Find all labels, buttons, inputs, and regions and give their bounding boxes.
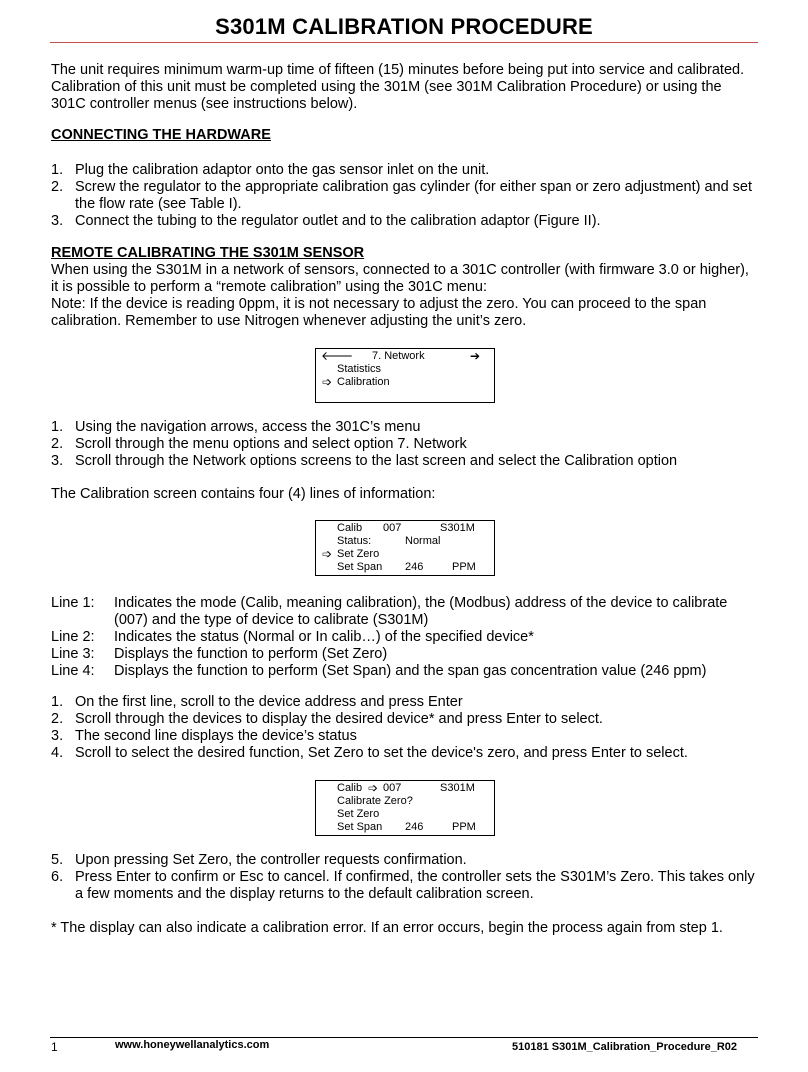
lcd-set-span: Set Span (337, 821, 383, 833)
line-text: Displays the function to perform (Set Span) and the span gas concentration value (246 ppm) (114, 663, 707, 679)
list-item (51, 629, 756, 646)
lcd-span-unit: PPM (452, 821, 476, 833)
step-number: 2. (51, 179, 64, 195)
pointer-arrow-icon: ➩ (368, 781, 379, 795)
line-text: Indicates the status (Normal or In calib…) of the specified device* (114, 629, 534, 645)
lcd-set-span: Set Span (337, 561, 383, 573)
remote-note: Note: If the device is reading 0ppm, it is not necessary to adjust the zero. You can proceed to the span calibration. Remember to use Nitrogen whenever adjusting the unit’s zero. (51, 296, 707, 329)
line-label: Line 1: (51, 595, 95, 611)
device-steps (51, 694, 756, 762)
line-text: Indicates the mode (Calib, meaning calibration), the (Modbus) address of the device to calibrate (007) and the type of device to calibrate (S301M) (114, 595, 728, 628)
list-item (51, 595, 756, 629)
lcd-mode: Calib (337, 782, 363, 794)
step-number: 3. (51, 728, 64, 744)
step-number: 2. (51, 711, 64, 727)
intro-paragraph: The unit requires minimum warm-up time of fifteen (15) minutes before being put into service and calibrated. Calibration of this unit must be completed using the 301M (see 301M Calibration Procedure) or using the 301C controller menus (see instructions below). (51, 62, 745, 112)
list-item (51, 728, 756, 745)
step-text: Scroll through the menu options and select option 7. Network (75, 436, 467, 452)
lcd-address: 007 (383, 782, 402, 794)
list-item (51, 745, 756, 762)
step-number: 6. (51, 869, 64, 885)
lcd-status-label: Status: (337, 535, 372, 547)
confirm-steps (51, 852, 756, 903)
step-text: Scroll through the Network options screens to the last screen and select the Calibration option (75, 453, 678, 469)
lcd-calibration-screen (315, 520, 495, 576)
hardware-heading: CONNECTING THE HARDWARE (51, 127, 271, 143)
line-descriptions (51, 595, 756, 680)
page-number: 1 (51, 1040, 58, 1054)
step-text: The second line displays the device’s status (75, 728, 357, 744)
step-number: 1. (51, 419, 64, 435)
lcd-confirm-screen (315, 780, 495, 836)
list-item (51, 419, 756, 436)
list-item (51, 646, 756, 663)
step-text: Scroll to select the desired function, Set Zero to set the device's zero, and press Enter to select. (75, 745, 688, 761)
line-label: Line 4: (51, 663, 95, 679)
remote-intro: When using the S301M in a network of sensors, connected to a 301C controller (with firmware 3.0 or higher), it is possible to perform a “remote calibration” using the 301C menu: (51, 262, 749, 295)
list-item (51, 179, 756, 213)
navigation-steps (51, 419, 756, 470)
step-number: 4. (51, 745, 64, 761)
footnote: * The display can also indicate a calibration error. If an error occurs, begin the process again from step 1. (51, 920, 723, 936)
step-number: 5. (51, 852, 64, 868)
lcd-status-value: Normal (405, 535, 441, 547)
step-text: On the first line, scroll to the device address and press Enter (75, 694, 463, 710)
lcd-span-unit: PPM (452, 561, 476, 573)
list-item (51, 694, 756, 711)
footer-website: www.honeywellanalytics.com (115, 1039, 270, 1051)
step-text: Plug the calibration adaptor onto the gas sensor inlet on the unit. (75, 162, 490, 178)
step-number: 1. (51, 694, 64, 710)
lcd-address: 007 (383, 522, 402, 534)
lcd-line-calibration: Calibration (337, 376, 390, 388)
right-arrow-icon: ➔ (470, 349, 481, 363)
list-item (51, 162, 756, 179)
list-item (51, 436, 756, 453)
step-text: Upon pressing Set Zero, the controller requests confirmation. (75, 852, 467, 868)
step-number: 3. (51, 453, 64, 469)
list-item (51, 213, 756, 230)
footer-divider (50, 1037, 758, 1038)
pointer-arrow-icon: ➩ (322, 547, 333, 561)
step-text: Press Enter to confirm or Esc to cancel. If confirmed, the controller sets the S301M’s Zero. This takes only a few moments and the display returns to the default calibration screen. (75, 869, 755, 902)
list-item (51, 711, 756, 728)
title-divider (50, 42, 758, 43)
lcd-device-type: S301M (440, 522, 475, 534)
footer-document-id: 510181 S301M_Calibration_Procedure_R02 (512, 1041, 738, 1053)
step-number: 1. (51, 162, 64, 178)
remote-heading: REMOTE CALIBRATING THE S301M SENSOR (51, 245, 365, 261)
list-item (51, 852, 756, 869)
lcd-set-zero: Set Zero (337, 548, 380, 560)
page-title: S301M CALIBRATION PROCEDURE (215, 14, 593, 39)
step-number: 3. (51, 213, 64, 229)
step-text: Scroll through the devices to display the desired device* and press Enter to select. (75, 711, 603, 727)
lcd-set-zero: Set Zero (337, 808, 380, 820)
calibration-screen-intro: The Calibration screen contains four (4) lines of information: (51, 486, 436, 502)
step-number: 2. (51, 436, 64, 452)
lcd-line-statistics: Statistics (337, 363, 382, 375)
line-label: Line 3: (51, 646, 95, 662)
hardware-steps (51, 162, 756, 230)
list-item (51, 453, 756, 470)
line-label: Line 2: (51, 629, 95, 645)
lcd-network-menu (315, 348, 495, 403)
list-item (51, 869, 756, 903)
lcd-span-value: 246 (405, 821, 424, 833)
step-text: Screw the regulator to the appropriate calibration gas cylinder (for either span or zero adjustment) and set the flow rate (see Table I). (75, 179, 753, 212)
list-item (51, 663, 756, 680)
step-text: Using the navigation arrows, access the 301C’s menu (75, 419, 421, 435)
line-text: Displays the function to perform (Set Zero) (114, 646, 388, 662)
lcd-span-value: 246 (405, 561, 424, 573)
lcd-calibrate-zero-prompt: Calibrate Zero? (337, 795, 413, 807)
pointer-arrow-icon: ➩ (322, 375, 333, 389)
lcd-line-title: 7. Network (372, 350, 425, 362)
step-text: Connect the tubing to the regulator outlet and to the calibration adaptor (Figure II). (75, 213, 601, 229)
lcd-mode: Calib (337, 522, 363, 534)
lcd-device-type: S301M (440, 782, 475, 794)
left-arrow-icon: 🡐 (321, 349, 354, 363)
